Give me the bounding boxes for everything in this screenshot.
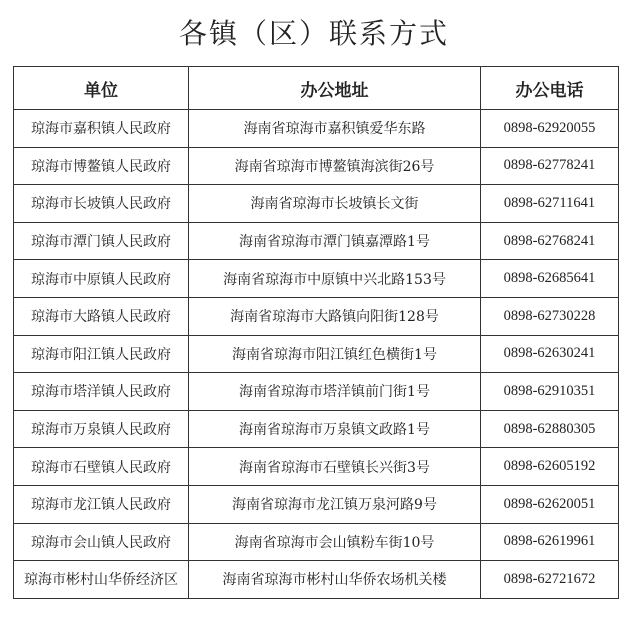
- cell-address: 海南省琼海市嘉积镇爱华东路: [189, 110, 481, 148]
- cell-unit: 琼海市嘉积镇人民政府: [14, 110, 189, 148]
- cell-phone: 0898-62630241: [481, 335, 619, 373]
- cell-phone: 0898-62721672: [481, 561, 619, 599]
- table-row: [14, 523, 619, 561]
- table-row: [14, 297, 619, 335]
- header-address: 办公地址: [189, 67, 481, 110]
- cell-unit: 琼海市中原镇人民政府: [14, 260, 189, 298]
- table-row: [14, 260, 619, 298]
- table-row: [14, 110, 619, 148]
- cell-phone: 0898-62685641: [481, 260, 619, 298]
- cell-unit: 琼海市阳江镇人民政府: [14, 335, 189, 373]
- cell-phone: 0898-62620051: [481, 485, 619, 523]
- header-unit: 单位: [14, 67, 189, 110]
- cell-address: 海南省琼海市彬村山华侨农场机关楼: [189, 561, 481, 599]
- table-row: [14, 185, 619, 223]
- cell-unit: 琼海市长坡镇人民政府: [14, 185, 189, 223]
- cell-address: 海南省琼海市潭门镇嘉潭路1号: [189, 222, 481, 260]
- cell-address: 海南省琼海市会山镇粉车街10号: [189, 523, 481, 561]
- page-title: 各镇（区）联系方式: [178, 17, 449, 50]
- table-row: [14, 410, 619, 448]
- cell-phone: 0898-62605192: [481, 448, 619, 486]
- cell-address: 海南省琼海市博鳌镇海滨街26号: [189, 147, 481, 185]
- cell-phone: 0898-62920055: [481, 110, 619, 148]
- cell-unit: 琼海市会山镇人民政府: [14, 523, 189, 561]
- cell-unit: 琼海市万泉镇人民政府: [14, 410, 189, 448]
- header-phone: 办公电话: [481, 67, 619, 110]
- cell-phone: 0898-62880305: [481, 410, 619, 448]
- table-row: [14, 222, 619, 260]
- cell-unit: 琼海市石壁镇人民政府: [14, 448, 189, 486]
- cell-unit: 琼海市彬村山华侨经济区: [14, 561, 189, 599]
- table-row: [14, 485, 619, 523]
- table-row: [14, 335, 619, 373]
- table-row: [14, 373, 619, 411]
- cell-address: 海南省琼海市石壁镇长兴街3号: [189, 448, 481, 486]
- cell-phone: 0898-62910351: [481, 373, 619, 411]
- cell-unit: 琼海市龙江镇人民政府: [14, 485, 189, 523]
- cell-phone: 0898-62768241: [481, 222, 619, 260]
- cell-phone: 0898-62619961: [481, 523, 619, 561]
- table-header-row: [14, 67, 619, 110]
- table-row: [14, 448, 619, 486]
- cell-phone: 0898-62730228: [481, 297, 619, 335]
- cell-address: 海南省琼海市阳江镇红色横街1号: [189, 335, 481, 373]
- cell-address: 海南省琼海市大路镇向阳街128号: [189, 297, 481, 335]
- cell-address: 海南省琼海市塔洋镇前门街1号: [189, 373, 481, 411]
- cell-phone: 0898-62711641: [481, 185, 619, 223]
- cell-phone: 0898-62778241: [481, 147, 619, 185]
- cell-address: 海南省琼海市龙江镇万泉河路9号: [189, 485, 481, 523]
- table-row: [14, 147, 619, 185]
- table-row: [14, 561, 619, 599]
- cell-address: 海南省琼海市万泉镇文政路1号: [189, 410, 481, 448]
- cell-unit: 琼海市大路镇人民政府: [14, 297, 189, 335]
- contact-table: [13, 66, 619, 599]
- cell-unit: 琼海市博鳌镇人民政府: [14, 147, 189, 185]
- cell-address: 海南省琼海市长坡镇长文街: [189, 185, 481, 223]
- cell-unit: 琼海市潭门镇人民政府: [14, 222, 189, 260]
- cell-unit: 琼海市塔洋镇人民政府: [14, 373, 189, 411]
- cell-address: 海南省琼海市中原镇中兴北路153号: [189, 260, 481, 298]
